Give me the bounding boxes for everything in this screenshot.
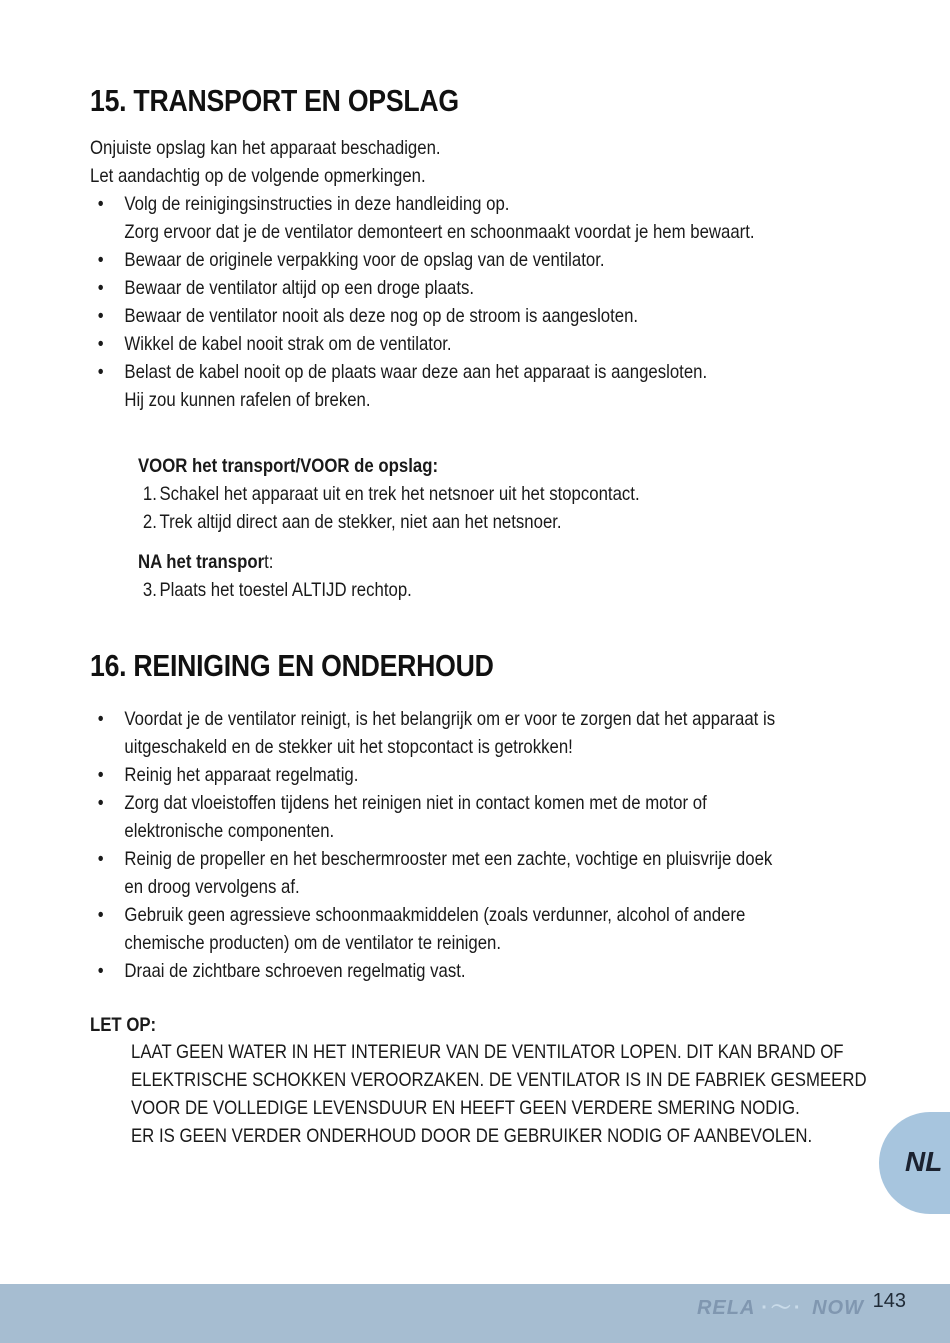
brand-text-left: RELA [696,1297,755,1319]
warning-line: VOOR DE VOLLEDIGE LEVENSDUUR EN HEEFT GEEN VERDERE SMERING NODIG. [131,1097,800,1119]
step-number: 1. [142,483,157,505]
bullet-icon: • [97,708,104,730]
warning-line: ER IS GEEN VERDER ONDERHOUD DOOR DE GEBRUIKER NODIG OF AANBEVOLEN. [131,1125,813,1147]
list-item-text: Voordat je de ventilator reinigt, is het belangrijk om er voor te zorgen dat het apparaat is [124,708,776,730]
list-item [84,190,755,246]
after-transport-block [138,548,412,604]
step-item [138,576,412,604]
bullet-icon: • [97,305,104,327]
step-number: 3. [142,579,157,601]
step-item [138,480,640,508]
section-16-title: 16. REINIGING EN ONDERHOUD [90,648,494,683]
bullet-icon: • [97,848,104,870]
page-number: 143 [872,1290,906,1312]
section-15-bullet-list [84,190,755,414]
step-text: Trek altijd direct aan de stekker, niet aan het netsnoer. [159,511,562,533]
list-item-text: chemische producten) om de ventilator te reinigen. [124,932,502,954]
list-item [84,705,775,761]
step-item [138,508,640,536]
list-item-text: en droog vervolgens af. [124,876,300,898]
list-item-text: Hij zou kunnen rafelen of breken. [124,389,371,411]
section-15-title: 15. TRANSPORT EN OPSLAG [90,83,459,118]
list-item [84,789,775,845]
list-item [84,330,755,358]
bullet-icon: • [97,960,104,982]
list-item-text: Volg de reinigingsinstructies in deze handleiding op. [124,193,510,215]
after-transport-steps [138,576,412,604]
warning-text [131,1038,867,1150]
section-16-bullet-list [84,705,775,985]
before-transport-block [138,452,640,536]
bullet-icon: • [97,361,104,383]
list-item [84,274,755,302]
step-text: Schakel het apparaat uit en trek het netsnoer uit het stopcontact. [159,483,640,505]
section-15-intro [90,134,441,190]
list-item-text: Gebruik geen agressieve schoonmaakmiddelen (zoals verdunner, alcohol of andere [124,904,746,926]
language-tab-label: NL [905,1146,943,1177]
step-number: 2. [142,511,157,533]
warning-line: ELEKTRISCHE SCHOKKEN VEROORZAKEN. DE VENTILATOR IS IN DE FABRIEK GESMEERD [131,1069,867,1091]
list-item [84,246,755,274]
list-item [84,302,755,330]
list-item-text: uitgeschakeld en de stekker uit het stopcontact is getrokken! [124,736,573,758]
brand-text-right: NOW [812,1297,864,1319]
list-item-text: Wikkel de kabel nooit strak om de ventilator. [124,333,452,355]
warning-line: LAAT GEEN WATER IN HET INTERIEUR VAN DE VENTILATOR LOPEN. DIT KAN BRAND OF [131,1041,844,1063]
heading-rest-part: t: [264,551,274,573]
step-text: Plaats het toestel ALTIJD rechtop. [159,579,412,601]
list-item-text: Reinig het apparaat regelmatig. [124,764,359,786]
list-item-text: Reinig de propeller en het beschermrooster met een zachte, vochtige en pluisvrije doek [124,848,773,870]
list-item-text: Bewaar de ventilator altijd op een droge plaats. [124,277,475,299]
bullet-icon: • [97,333,104,355]
list-item [84,761,775,789]
list-item-text: Belast de kabel nooit op de plaats waar deze aan het apparaat is aangesloten. [124,361,708,383]
warning-label: LET OP: [90,1014,157,1036]
list-item [84,901,775,957]
brand-logo [697,1291,864,1320]
intro-line: Onjuiste opslag kan het apparaat beschadigen. [90,137,441,159]
bullet-icon: • [97,193,104,215]
bullet-icon: • [97,277,104,299]
list-item [84,957,775,985]
bullet-icon: • [97,904,104,926]
list-item-text: Bewaar de originele verpakking voor de opslag van de ventilator. [124,249,605,271]
list-item-text: Bewaar de ventilator nooit als deze nog op de stroom is aangesloten. [124,305,639,327]
intro-line: Let aandachtig op de volgende opmerkingen. [90,165,426,187]
heading-bold-part: NA het transpor [138,551,265,573]
after-transport-heading [138,548,412,576]
list-item-text: Draai de zichtbare schroeven regelmatig vast. [124,960,466,982]
before-transport-heading: VOOR het transport/VOOR de opslag: [138,455,439,477]
list-item [84,845,775,901]
bullet-icon: • [97,792,104,814]
wave-icon: ·〜· [761,1297,813,1319]
bullet-icon: • [97,249,104,271]
list-item [84,358,755,414]
list-item-text: Zorg dat vloeistoffen tijdens het reinigen niet in contact komen met de motor of [124,792,707,814]
list-item-text: elektronische componenten. [124,820,335,842]
list-item-text: Zorg ervoor dat je de ventilator demonteert en schoonmaakt voordat je hem bewaart. [124,221,755,243]
before-transport-steps [138,480,640,536]
bullet-icon: • [97,764,104,786]
